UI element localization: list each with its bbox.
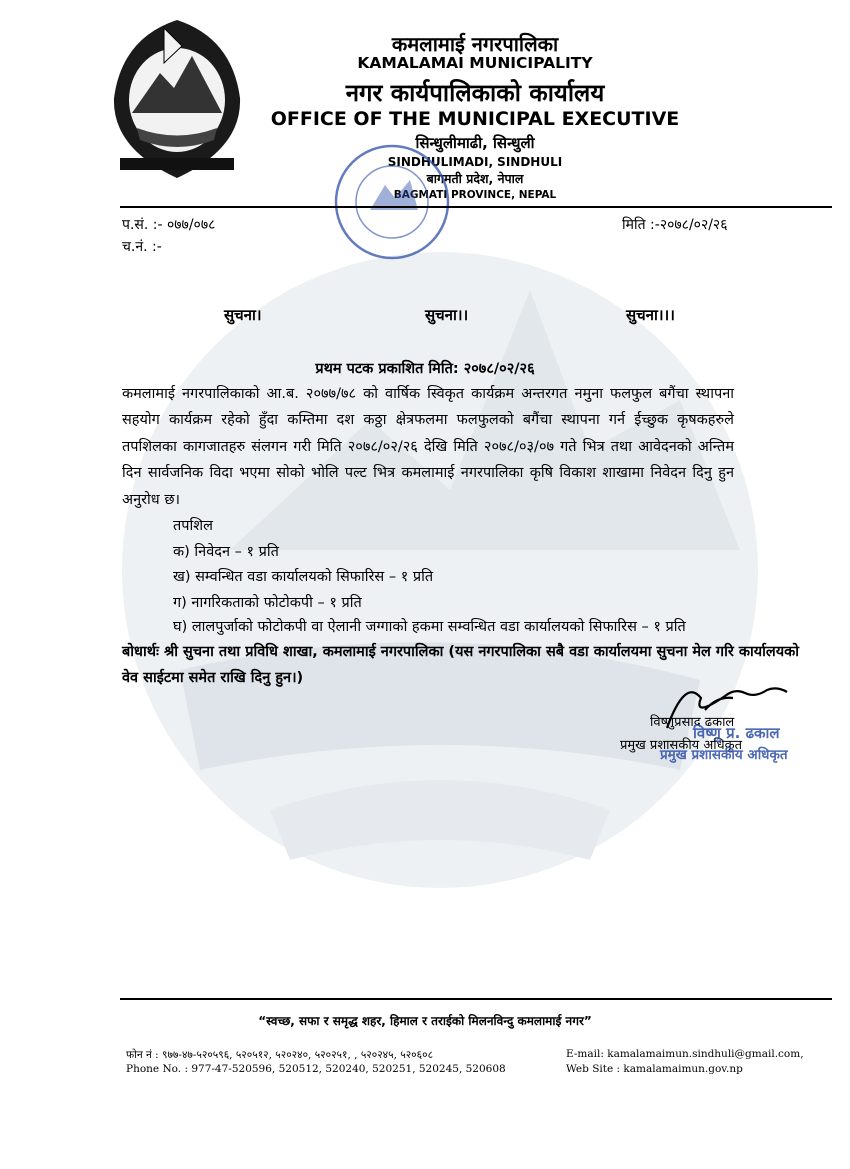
footer-slogan: “स्वच्छ, सफा र समृद्ध शहर, हिमाल र तराईको मिलनविन्दु कमलामाई नगर” bbox=[258, 1014, 592, 1028]
notice-body: कमलामाई नगरपालिकाको आ.ब. २०७७/७८ को वार्षिक स्विकृत कार्यक्रम अन्तरगत नमुना फलफुल बगैंचा स्थापना सहयोग कार्यक्रम रहेको हुँदा कम्तिमा दश कठ्ठा क्षेत्रफलमा फलफुलको बगैंचा स्थापना गर्न ईच्छुक कृषकहरुले तपशिलका कागजातहरु संलगन गरी मिति २०७८/०२/२६ देखि मिति २०७८/०३/०७ गते भित्र तथा आवेदनको अन्तिम दिन सार्वजनिक विदा भएमा सोको भोलि पल्ट भित्र कमलामाई नगरपालिका कृषि विकाश शाखामा निवेदन दिनु हुन अनुरोध छ। bbox=[122, 386, 734, 508]
notice-heading-1: सुचना। bbox=[224, 306, 262, 324]
address1-en: SINDHULIMADI, SINDHULI bbox=[387, 155, 563, 169]
address2-np: बागमती प्रदेश, नेपाल bbox=[426, 171, 524, 186]
attachment-item: क) निवेदन – १ प्रति bbox=[173, 544, 279, 560]
attachment-item: ख) सम्वन्धित वडा कार्यालयको सिफारिस – १ प्रति bbox=[173, 569, 434, 585]
letter-date: मिति :-२०७८/०२/२६ bbox=[622, 217, 728, 233]
signatory-name: विष्णुप्रसाद ढकाल bbox=[650, 715, 735, 730]
website: Web Site : kamalamaimun.gov.np bbox=[566, 1063, 743, 1075]
footer-divider bbox=[120, 998, 832, 1000]
address2-en: BAGMATI PROVINCE, NEPAL bbox=[393, 189, 557, 201]
patra-sankhya: प.सं. :- ०७७/०७८ bbox=[122, 217, 216, 233]
header-divider bbox=[120, 206, 832, 208]
chalani-number: च.नं. :- bbox=[122, 239, 162, 255]
office-name-np: नगर कार्यपालिकाको कार्यालय bbox=[345, 79, 605, 107]
office-stamp-icon bbox=[330, 140, 455, 265]
signatory-title: प्रमुख प्रशासकीय अधिकृत bbox=[620, 738, 743, 753]
name-stamp: विष्णु प्र. ढकाल bbox=[693, 724, 780, 742]
address1-np: सिन्धुलीमाढी, सिन्धुली bbox=[415, 134, 535, 152]
notice-heading-2: सुचना।। bbox=[425, 306, 469, 324]
email: E-mail: kamalamaimun.sindhuli@gmail.com, bbox=[566, 1048, 804, 1060]
published-date: प्रथम पटक प्रकाशित मिति: २०७८/०२/२६ bbox=[315, 361, 535, 377]
notice-heading-3: सुचना।।। bbox=[626, 306, 675, 324]
bodharth-note: बोधार्थः श्री सुचना तथा प्रविधि शाखा, कमलामाई नगरपालिका (यस नगरपालिका सबै वडा कार्यालयमा सुचना मेल गरि कार्यालयको वेव साईटमा समेत राखि दिनु हुन।) bbox=[122, 644, 800, 686]
attachment-item: घ) लालपुर्जाको फोटोकपी वा ऐलानी जग्गाको हकमा सम्वन्धित वडा कार्यालयको सिफारिस – १ प्रति bbox=[173, 619, 686, 635]
attachment-item: ग) नागरिकताको फोटोकपी – १ प्रति bbox=[173, 595, 362, 611]
phone-en: Phone No. : 977-47-520596, 520512, 520240, 520251, 520245, 520608 bbox=[126, 1063, 506, 1075]
office-name-en: OFFICE OF THE MUNICIPAL EXECUTIVE bbox=[270, 108, 680, 130]
phone-np: फोन नं : ९७७-४७-५२०५९६, ५२०५१२, ५२०२४०, ५२०२५१, , ५२०२४५, ५२०६०८ bbox=[126, 1049, 434, 1061]
municipality-name-en: KAMALAMAI MUNICIPALITY bbox=[357, 54, 593, 72]
title-stamp: प्रमुख प्रशासकीय अधिकृत bbox=[660, 747, 788, 763]
attachments-heading: तपशिल bbox=[173, 518, 213, 534]
nepal-emblem-icon bbox=[102, 18, 252, 183]
municipality-name-np: कमलामाई नगरपालिका bbox=[391, 32, 559, 56]
